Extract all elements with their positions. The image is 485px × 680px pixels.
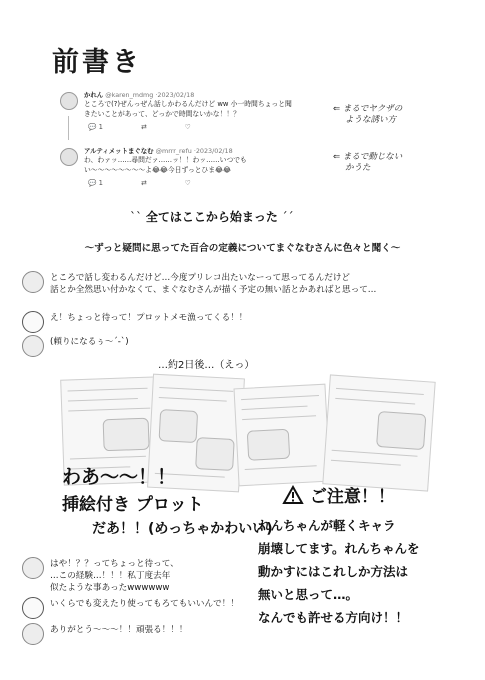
arrow-left-icon: ⇐ <box>333 104 341 114</box>
warning-icon <box>282 485 304 510</box>
tweet-text: わ、わァッ……尋問だァ……ッ！！わッ……いつでもい〜〜〜〜〜〜〜〜よ😂😂今日ずっとひま😂😂 <box>84 156 247 174</box>
chat-message <box>22 272 376 296</box>
tweet-author-name: アルティメットまぐなむ <box>84 147 154 155</box>
avatar <box>60 92 78 110</box>
avatar <box>22 335 44 357</box>
caption: ˋˋ 全てはここから始まった ˊˊ <box>130 210 294 224</box>
chat-message <box>22 336 129 357</box>
page-title: 前書き <box>52 47 142 78</box>
retweet-icon[interactable]: ⇄ <box>140 179 147 187</box>
plot-sheet <box>233 384 330 487</box>
like-icon[interactable]: ♡ <box>184 179 191 187</box>
chat-text: ありがとう〜〜〜！！頑張る！！！ <box>50 625 188 635</box>
tweet-actions <box>88 123 191 131</box>
avatar <box>22 311 44 333</box>
hand-text-3: だあ！！(めっちゃかわいい) <box>92 521 273 537</box>
reply-icon[interactable]: 💬 1 <box>88 123 103 131</box>
chat-text: はや！？？ってちょっと待って、 …この経験…！！！私丁度去年 似たような事あったwwwwww <box>50 559 179 593</box>
tweet-date: ·2023/02/18 <box>193 147 233 155</box>
chat-text: いくらでも変えたり使ってもろてもいいんで！！ <box>50 599 239 609</box>
tweet-author-line <box>84 146 233 155</box>
subtitle: 〜ずっと疑問に思ってた百合の定義についてまぐなむさんに色々と聞く〜 <box>84 243 401 254</box>
tweet-text: ところで(?)ぜんっぜん話しかわるんだけど ww 小一時間ちょっと聞きたいことがあって、どっかで時間ないかな！！？ <box>84 100 292 118</box>
avatar <box>22 597 44 619</box>
chat-text: え！ちょっと待って！プロットメモ漁ってくる！！ <box>50 313 248 323</box>
hand-text-2: 挿絵付き プロット <box>62 495 204 515</box>
chat-text: ところで話し変わるんだけど…今度プリレコ出たいなーって思ってるんだけど 話とか全然思い付かなくて、まぐなむさんが描く予定の無い話とかあればと思って… <box>50 273 377 295</box>
avatar <box>22 271 44 293</box>
tweet-author-name: かれん <box>84 91 104 99</box>
hand-text-1: わあ〜〜！！ <box>62 466 177 488</box>
like-icon[interactable]: ♡ <box>184 123 191 131</box>
chat-text: (頼りになるぅ〜´-`) <box>50 337 129 347</box>
chat-message <box>22 312 247 333</box>
side-note-1: ⇐ まるでヤクザの ような誘い方 <box>333 104 403 125</box>
later-caption: …約2日後…（えっ） <box>158 360 255 371</box>
chat-message <box>22 598 239 619</box>
thread-line <box>68 116 69 140</box>
tweet-thread <box>60 90 325 196</box>
avatar <box>60 148 78 166</box>
avatar <box>22 557 44 579</box>
warning-title: ご注意！！ <box>282 482 395 510</box>
side-note-2: ⇐ まるで動じない かうた <box>333 152 403 173</box>
tweet-handle: @mrrr_refu <box>155 147 192 155</box>
tweet-actions <box>88 179 191 187</box>
reply-icon[interactable]: 💬 1 <box>88 179 103 187</box>
retweet-icon[interactable]: ⇄ <box>140 123 147 131</box>
tweet-date: ·2023/02/18 <box>155 91 195 99</box>
plot-sheet <box>322 374 435 491</box>
chat-message <box>22 624 188 645</box>
arrow-left-icon: ⇐ <box>333 152 341 162</box>
tweet-author-line <box>84 90 194 99</box>
avatar <box>22 623 44 645</box>
chat-message <box>22 558 179 594</box>
warning-text: れんちゃんが軽くキャラ 崩壊してます。れんちゃんを 動かすにはこれしか方法は 無いと思って…。 なんでも許せる方向け！！ <box>258 518 420 625</box>
tweet-handle: @karen_mdmg <box>105 91 154 99</box>
